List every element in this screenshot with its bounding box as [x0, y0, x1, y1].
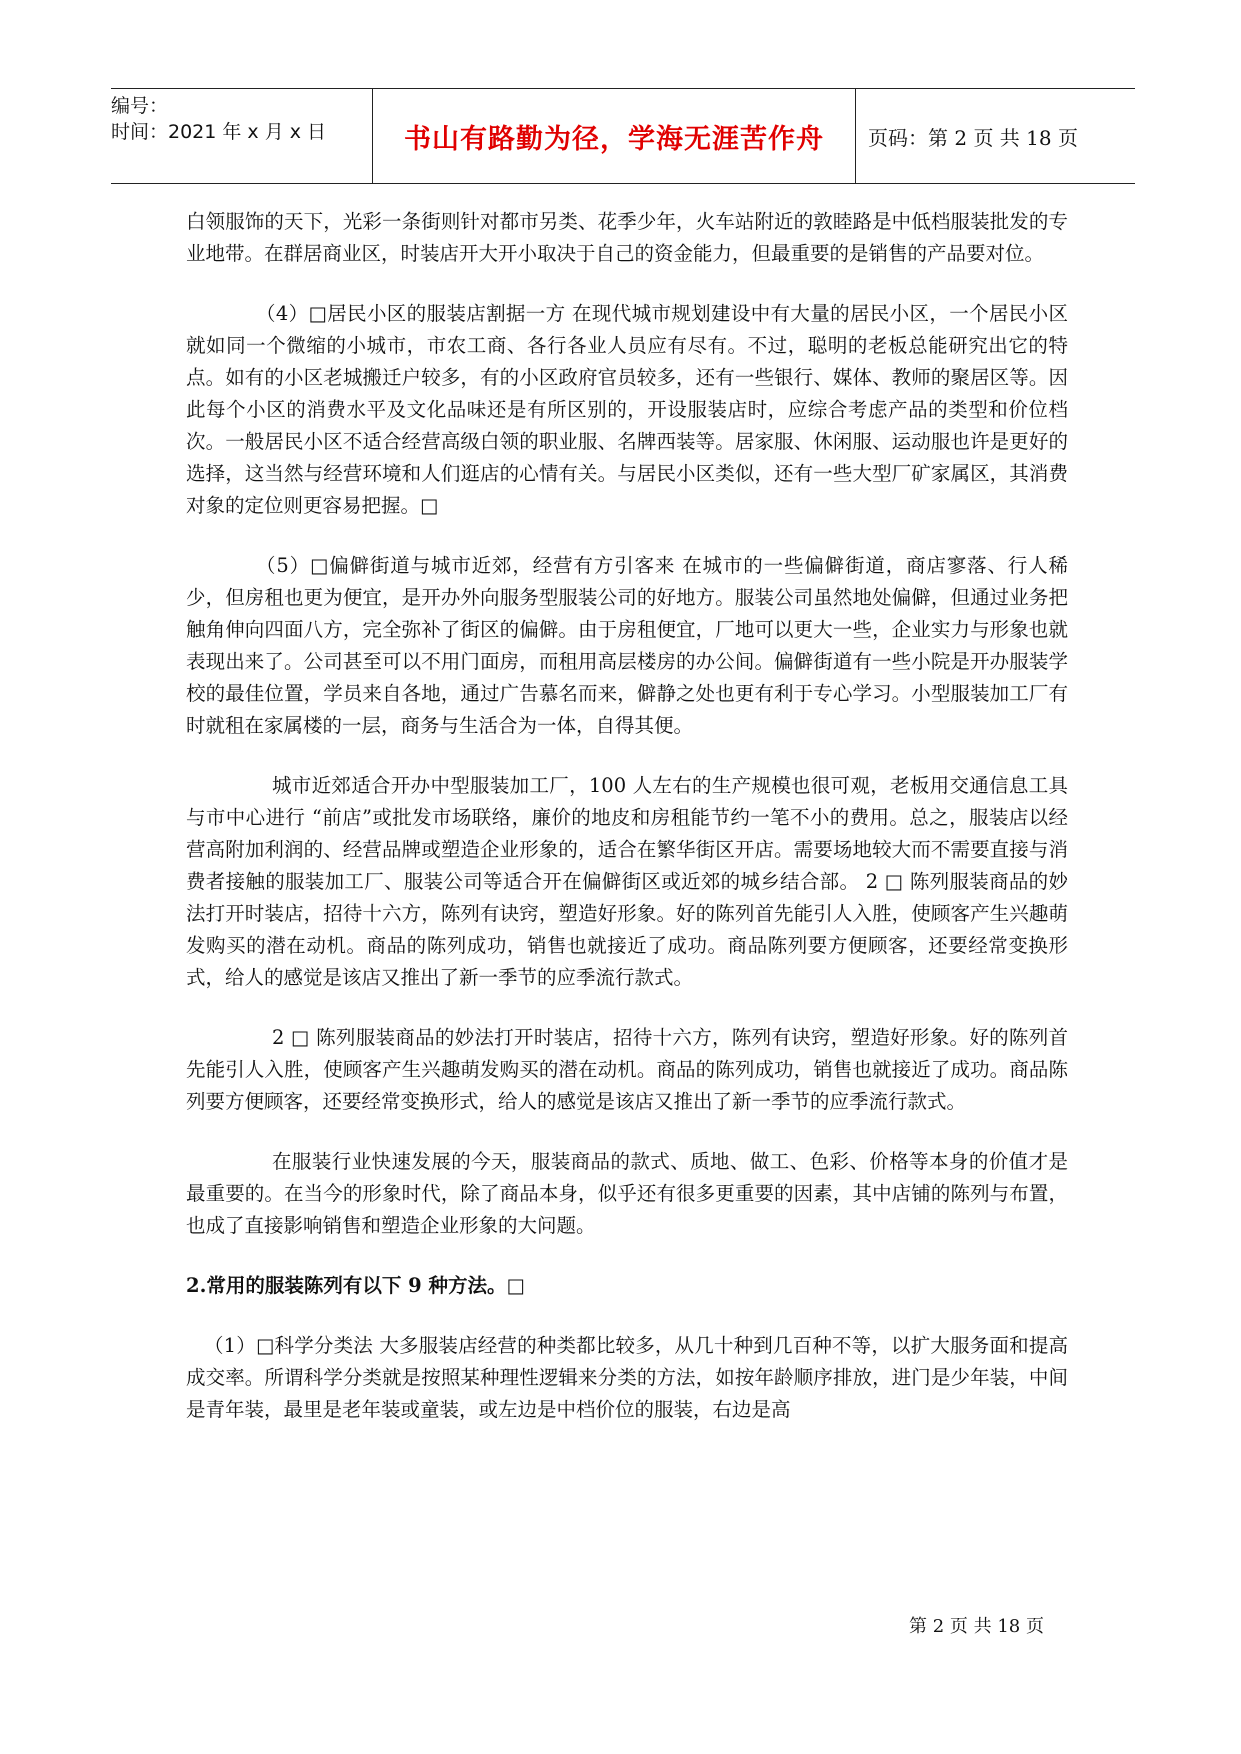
document-body — [186, 206, 1068, 1454]
page-footer: 第 2 页 共 18 页 — [909, 1616, 1044, 1637]
document-number-label: 编号： — [111, 95, 169, 117]
paragraph-5: 2 □ 陈列服装商品的妙法打开时装店，招待十六方，陈列有诀窍，塑造好形象。好的陈列首先能引人入胜，使顾客产生兴趣萌发购买的潜在动机。商品的陈列成功，销售也就接近了成功。商品陈列要方便顾客，还要经常变换形式，给人的感觉是该店又推出了新一季节的应季流行款式。 — [186, 1026, 1068, 1113]
paragraph-7: （1）□科学分类法 大多服装店经营的种类都比较多，从几十种到几百种不等，以扩大服务面和提高成交率。所谓科学分类就是按照某种理性逻辑来分类的方法，如按年龄顺序排放，进门是少年装，中间是青年装，最里是老年装或童装，或左边是中档价位的服装，右边是高 — [186, 1334, 1068, 1421]
paragraph-6: 在服装行业快速发展的今天，服装商品的款式、质地、做工、色彩、价格等本身的价值才是最重要的。在当今的形象时代，除了商品本身，似乎还有很多更重要的因素，其中店铺的陈列与布置，也成了直接影响销售和塑造企业形象的大问题。 — [186, 1150, 1068, 1237]
paragraph-4: 城市近郊适合开办中型服装加工厂，100 人左右的生产规模也很可观，老板用交通信息工具与市中心进行 “前店”或批发市场联络，廉价的地皮和房租能节约一笔不小的费用。总之，服装店以经营高附加利润的、经营品牌或塑造企业形象的，适合在繁华街区开店。需要场地较大而不需要直接与消费者接触的服装加工厂、服装公司等适合开在偏僻街区或近郊的城乡结合部。 2 □ 陈列服装商品的妙法打开时装店，招待十六方，陈列有诀窍，塑造好形象。好的陈列首先能引人入胜，使顾客产生兴趣萌发购买的潜在动机。商品的陈列成功，销售也就接近了成功。商品陈列要方便顾客，还要经常变换形式，给人的感觉是该店又推出了新一季节的应季流行款式。 — [186, 774, 1068, 989]
header-motto: 书山有路勤为径，学海无涯苦作舟 — [373, 89, 856, 183]
paragraph-3: （5）□偏僻街道与城市近郊，经营有方引客来 在城市的一些偏僻街道，商店寥落、行人稀少，但房租也更为便宜，是开办外向服务型服装公司的好地方。服装公司虽然地处偏僻，但通过业务把触角伸向四面八方，完全弥补了街区的偏僻。由于房租便宜，厂地可以更大一些，企业实力与形象也就表现出来了。公司甚至可以不用门面房，而租用高层楼房的办公间。偏僻街道有一些小院是开办服装学校的最佳位置，学员来自各地，通过广告慕名而来，僻静之处也更有利于专心学习。小型服装加工厂有时就租在家属楼的一层，商务与生活合为一体，自得其便。 — [186, 554, 1068, 737]
paragraph-2: （4）□居民小区的服装店割据一方 在现代城市规划建设中有大量的居民小区，一个居民小区就如同一个微缩的小城市，市农工商、各行各业人员应有尽有。不过，聪明的老板总能研究出它的特点。如有的小区老城搬迁户较多，有的小区政府官员较多，还有一些银行、媒体、教师的聚居区等。因此每个小区的消费水平及文化品味还是有所区别的，开设服装店时，应综合考虑产品的类型和价位档次。一般居民小区不适合经营高级白领的职业服、名牌西装等。居家服、休闲服、运动服也许是更好的选择，这当然与经营环境和人们逛店的心情有关。与居民小区类似，还有一些大型厂矿家属区，其消费对象的定位则更容易把握。□ — [186, 302, 1068, 517]
section-heading: 2.常用的服装陈列有以下 9 种方法。□ — [186, 1274, 525, 1297]
header-page-info: 页码：第 2 页 共 18 页 — [868, 125, 1078, 150]
page-header — [111, 88, 1135, 184]
header-meta — [111, 89, 373, 183]
document-time-label: 时间：2021 年 x 月 x 日 — [111, 121, 327, 143]
paragraph-1: 白领服饰的天下，光彩一条街则针对都市另类、花季少年，火车站附近的敦睦路是中低档服装批发的专业地带。在群居商业区，时装店开大开小取决于自己的资金能力，但最重要的是销售的产品要对位。 — [186, 210, 1068, 265]
